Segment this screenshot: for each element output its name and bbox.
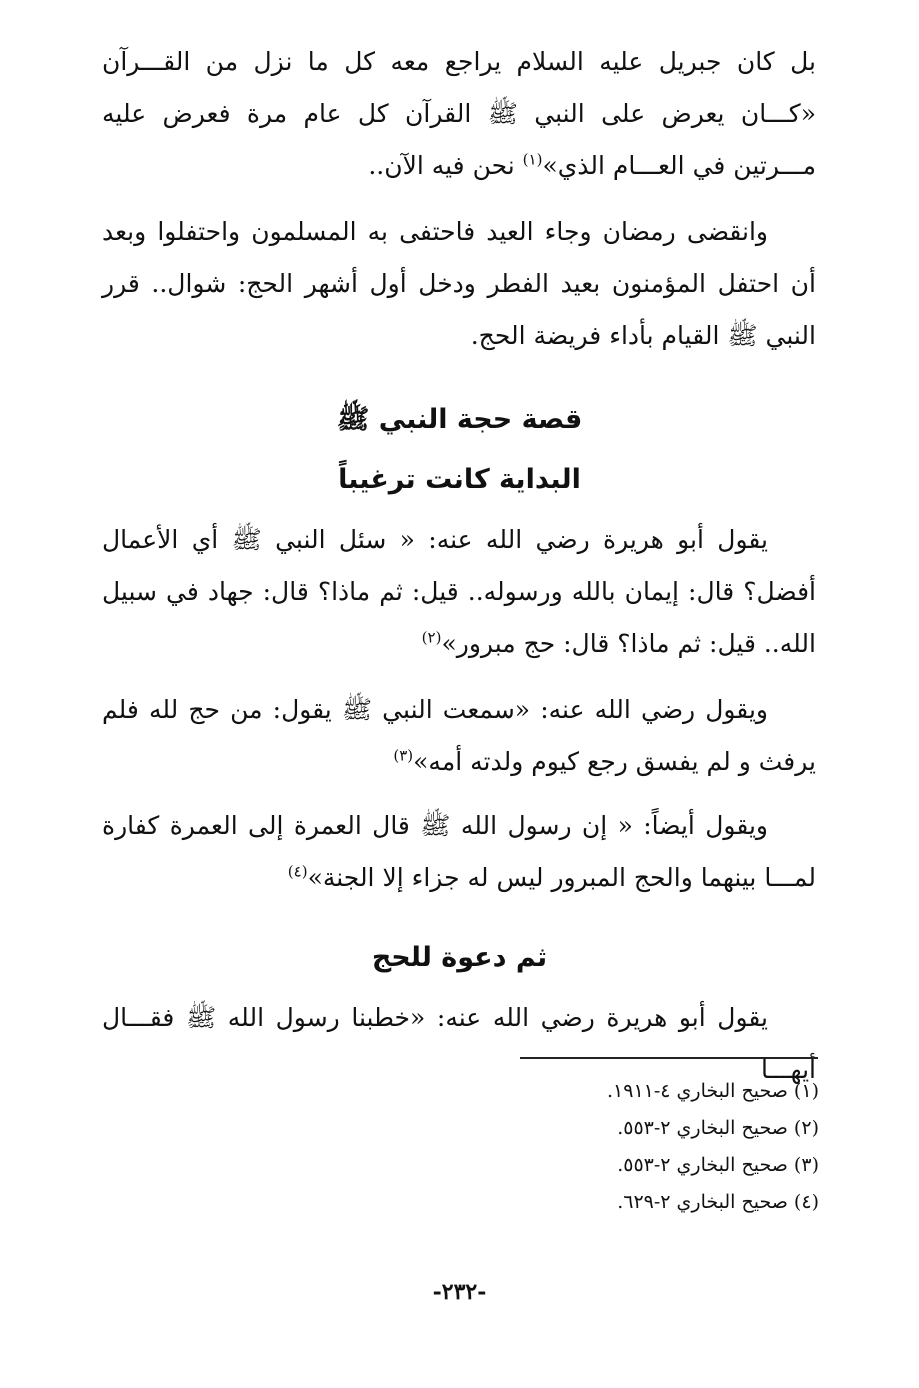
paragraph-text: ويقول رضي الله عنه: «سمعت النبي ﷺ يقول: من حج لله فلم يرفث و لم يفسق رجع كيوم ولدته أمه» [102,695,816,776]
footnote-item: (١) صحيح البخاري ٤-١٩١١. [607,1080,819,1102]
paragraph-gabriel-review [102,36,816,192]
footnote-ref-3: (٣) [393,746,414,765]
footnote-item: (٣) صحيح البخاري ٢-٥٥٣. [617,1154,819,1176]
paragraph-text: وانقضى رمضان وجاء العيد فاحتفى به المسلمون واحتفلوا وبعد أن احتفل المؤمنون بعيد الفطر ودخل أول أشهر الحج: شوال.. قرر النبي ﷺ القيام بأداء فريضة الحج. [102,217,816,350]
story-subtitle: البداية كانت ترغيباً [338,464,581,495]
story-title: قصة حجة النبي ﷺ [336,404,583,435]
footnote-ref-4: (٤) [287,862,308,881]
footnotes-list [499,1073,819,1221]
paragraph-text: ويقول أيضاً: « إن رسول الله ﷺ قال العمرة إلى العمرة كفارة لمـــا بينهما والحج المبرور ليس له جزاء إلا الجنة» [102,811,816,892]
page-number: -٢٣٢- [432,1279,487,1305]
footnote-item: (٢) صحيح البخاري ٢-٥٥٣. [617,1117,819,1139]
paragraph-text: يقول أبو هريرة رضي الله عنه: « سئل النبي ﷺ أي الأعمال أفضل؟ قال: إيمان بالله ورسوله.. قيل: ثم ماذا؟ قال: جهاد في سبيل الله.. قيل: ثم ماذا؟ قال: حج مبرور» [102,525,816,658]
footnote-ref-1: (١) [522,150,543,169]
paragraph-umrah [102,800,816,904]
paragraph-hajj-reward [102,684,816,788]
section-heading: ثم دعوة للحج [371,942,548,973]
footnote-item: (٤) صحيح البخاري ٢-٦٢٩. [617,1191,819,1213]
paragraph-text: يقول أبو هريرة رضي الله عنه: «خطبنا رسول الله ﷺ فقـــال أيهـــا [102,1003,816,1084]
paragraph-best-deeds [102,514,816,670]
footnote-ref-2: (٢) [421,628,442,647]
footnote-separator [520,1057,818,1059]
paragraph-text: بل كان جبريل عليه السلام يراجع معه كل ما نزل من القـــرآن «كـــان يعرض على النبي ﷺ القرآن كل عام مرة فعرض عليه مـــرتين في العـــام الذي» [102,47,816,180]
paragraph-tail: نحن فيه الآن.. [368,151,523,180]
paragraph-ramadan-ended [102,206,816,362]
